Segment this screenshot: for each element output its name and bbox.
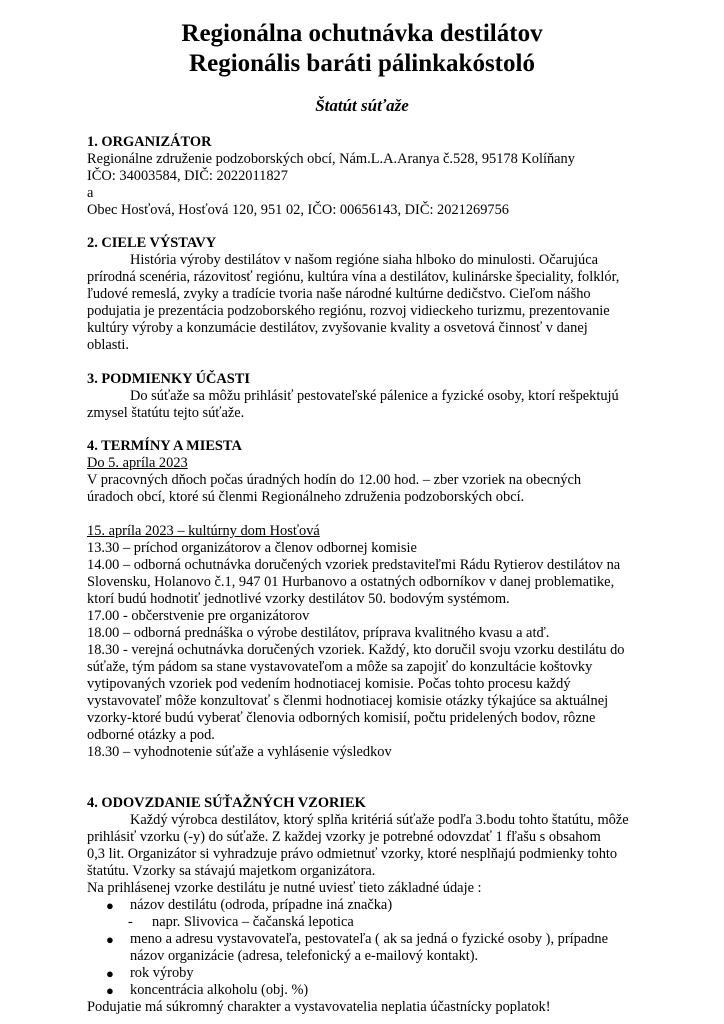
schedule-line: vytipovaných vzoriek pod vedením hodnotiacej komisie. Počas tohto procesu každý (87, 676, 571, 692)
section-2-heading: 2. CIELE VÝSTAVY (87, 235, 217, 251)
schedule-line: 14.00 – odborná ochutnávka doručených vzoriek predstaviteľmi Rádu Rytierov destilátov na (87, 557, 621, 573)
paragraph-line: kultúry výroby a konzumácie destilátov, zvyšovanie kvality a osvetová činnosť v danej (87, 320, 588, 336)
bullet-item: názov destilátu (odroda, prípadne iná značka) (130, 897, 393, 913)
paragraph-line: Na prihlásenej vzorke destilátu je nutné uviesť tieto základné údaje : (87, 880, 482, 896)
schedule-line: vystavovateľ môže konzultovať s členmi hodnotiacej komisie otázky týkajúce sa aktuálnej (87, 693, 609, 709)
bullet-item: meno a adresu vystavovateľa, pestovateľa ( ak sa jedná o fyzické osoby ), prípadne (130, 931, 609, 947)
sub-item: napr. Slivovica – čačanská lepotica (152, 914, 354, 930)
paragraph-line: podujatia je prezentácia podzoborského regiónu, rozvoj vidieckeho turizmu, prezentovanie (87, 303, 610, 319)
paragraph-line: Do súťaže sa môžu prihlásiť pestovateľské pálenice a fyzické osoby, ktorí rešpektujú (130, 388, 619, 404)
paragraph-line: oblasti. (87, 337, 129, 353)
section-5-heading: 4. ODOVZDANIE SÚŤAŽNÝCH VZORIEK (87, 795, 366, 811)
organizer-line: a (87, 185, 94, 201)
bullet-item-continuation: názov organizácie (adresa, telefonický a e-mailový kontakt). (130, 948, 479, 964)
title-sk: Regionálna ochutnávka destilátov (181, 20, 543, 47)
organizer-line: IČO: 34003584, DIČ: 2022011827 (87, 168, 288, 184)
schedule-line: Slovensku, Holanovo č.1, 947 01 Hurbanovo a ostatných odborníkov v danej problematike, (87, 574, 615, 590)
schedule-line: súťaže, tým pádom sa stane vystavovateľom a môže sa zapojiť do konzultácie koštovky (87, 659, 593, 675)
paragraph-line: ľudové remeslá, zvyky a tradície tvoria naše národné kultúrne dedičstvo. Cieľom nášho (87, 286, 591, 302)
section-1-heading: 1. ORGANIZÁTOR (87, 134, 212, 150)
bullet-icon: ● (106, 932, 114, 947)
subtitle: Štatút súťaže (315, 96, 409, 115)
paragraph-line: Každý výrobca destilátov, ktorý splňa kritériá súťaže podľa 3.bodu tohto štatútu, môže (130, 812, 629, 828)
paragraph-line: prírodná scenéria, rázovitosť regiónu, kultúra vína a destilátov, kulinárske špeciality, folklór, (87, 269, 620, 285)
paragraph-line: V pracovných dňoch počas úradných hodín do 12.00 hod. – zber vzoriek na obecných (87, 472, 582, 488)
bullet-icon: ● (106, 898, 114, 913)
bullet-item: rok výroby (130, 965, 194, 981)
paragraph-line: štatútu. Vzorky sa stávajú majetkom organizátora. (87, 863, 376, 879)
date-heading: 15. apríla 2023 – kultúrny dom Hosťová (87, 523, 320, 539)
schedule-line: vzorky-ktoré budú vyberať členovia odborných komisií, počtu pridelených bodov, rôzne (87, 710, 596, 726)
paragraph-line: zmysel štatútu tejto súťaže. (87, 405, 245, 421)
schedule-line: odborné otázky a pod. (87, 727, 215, 743)
paragraph-line: prihlásiť vzorku (-y) do súťaže. Z každej vzorky je potrebné odovzdať 1 fľašu s obsahom (87, 829, 601, 845)
section-4-heading: 4. TERMÍNY A MIESTA (87, 438, 242, 454)
schedule-line: 18.00 – odborná prednáška o výrobe destilátov, príprava kvalitného kvasu a atď. (87, 625, 550, 641)
schedule-line: 18.30 - verejná ochutnávka doručených vzoriek. Každý, kto doručil svoju vzorku destilátu do (87, 642, 625, 658)
bullet-icon: ● (106, 966, 114, 981)
dash-icon: - (128, 914, 133, 930)
bullet-icon: ● (106, 983, 114, 998)
schedule-line: ktorí budú hodnotiť jednotlivé vzorky destilátov 50. bodovým systémom. (87, 591, 510, 607)
date-heading: Do 5. apríla 2023 (87, 455, 188, 471)
schedule-line: 17.00 - občerstvenie pre organizátorov (87, 608, 310, 624)
closing-note: Podujatie má súkromný charakter a vystavovatelia neplatia účastnícky poplatok! (87, 999, 551, 1015)
schedule-line: 18.30 – vyhodnotenie súťaže a vyhlásenie výsledkov (87, 744, 392, 760)
bullet-item: koncentrácia alkoholu (obj. %) (130, 982, 309, 998)
paragraph-line: 0,3 lit. Organizátor si vyhradzuje právo odmietnuť vzorky, ktoré nesplňajú podmienky tohto (87, 846, 618, 862)
title-hu: Regionális baráti pálinkakóstoló (189, 50, 535, 77)
organizer-line: Obec Hosťová, Hosťová 120, 951 02, IČO: 00656143, DIČ: 2021269756 (87, 202, 510, 218)
schedule-line: 13.30 – príchod organizátorov a členov odbornej komisie (87, 540, 417, 556)
section-3-heading: 3. PODMIENKY ÚČASTI (87, 371, 250, 387)
paragraph-line: História výroby destilátov v našom regióne siaha hlboko do minulosti. Očarujúca (130, 252, 599, 268)
organizer-line: Regionálne združenie podzoborských obcí, Nám.L.A.Aranya č.528, 95178 Kolíňany (87, 151, 575, 167)
paragraph-line: úradoch obcí, ktoré sú členmi Regionálneho združenia podzoborských obcí. (87, 489, 525, 505)
